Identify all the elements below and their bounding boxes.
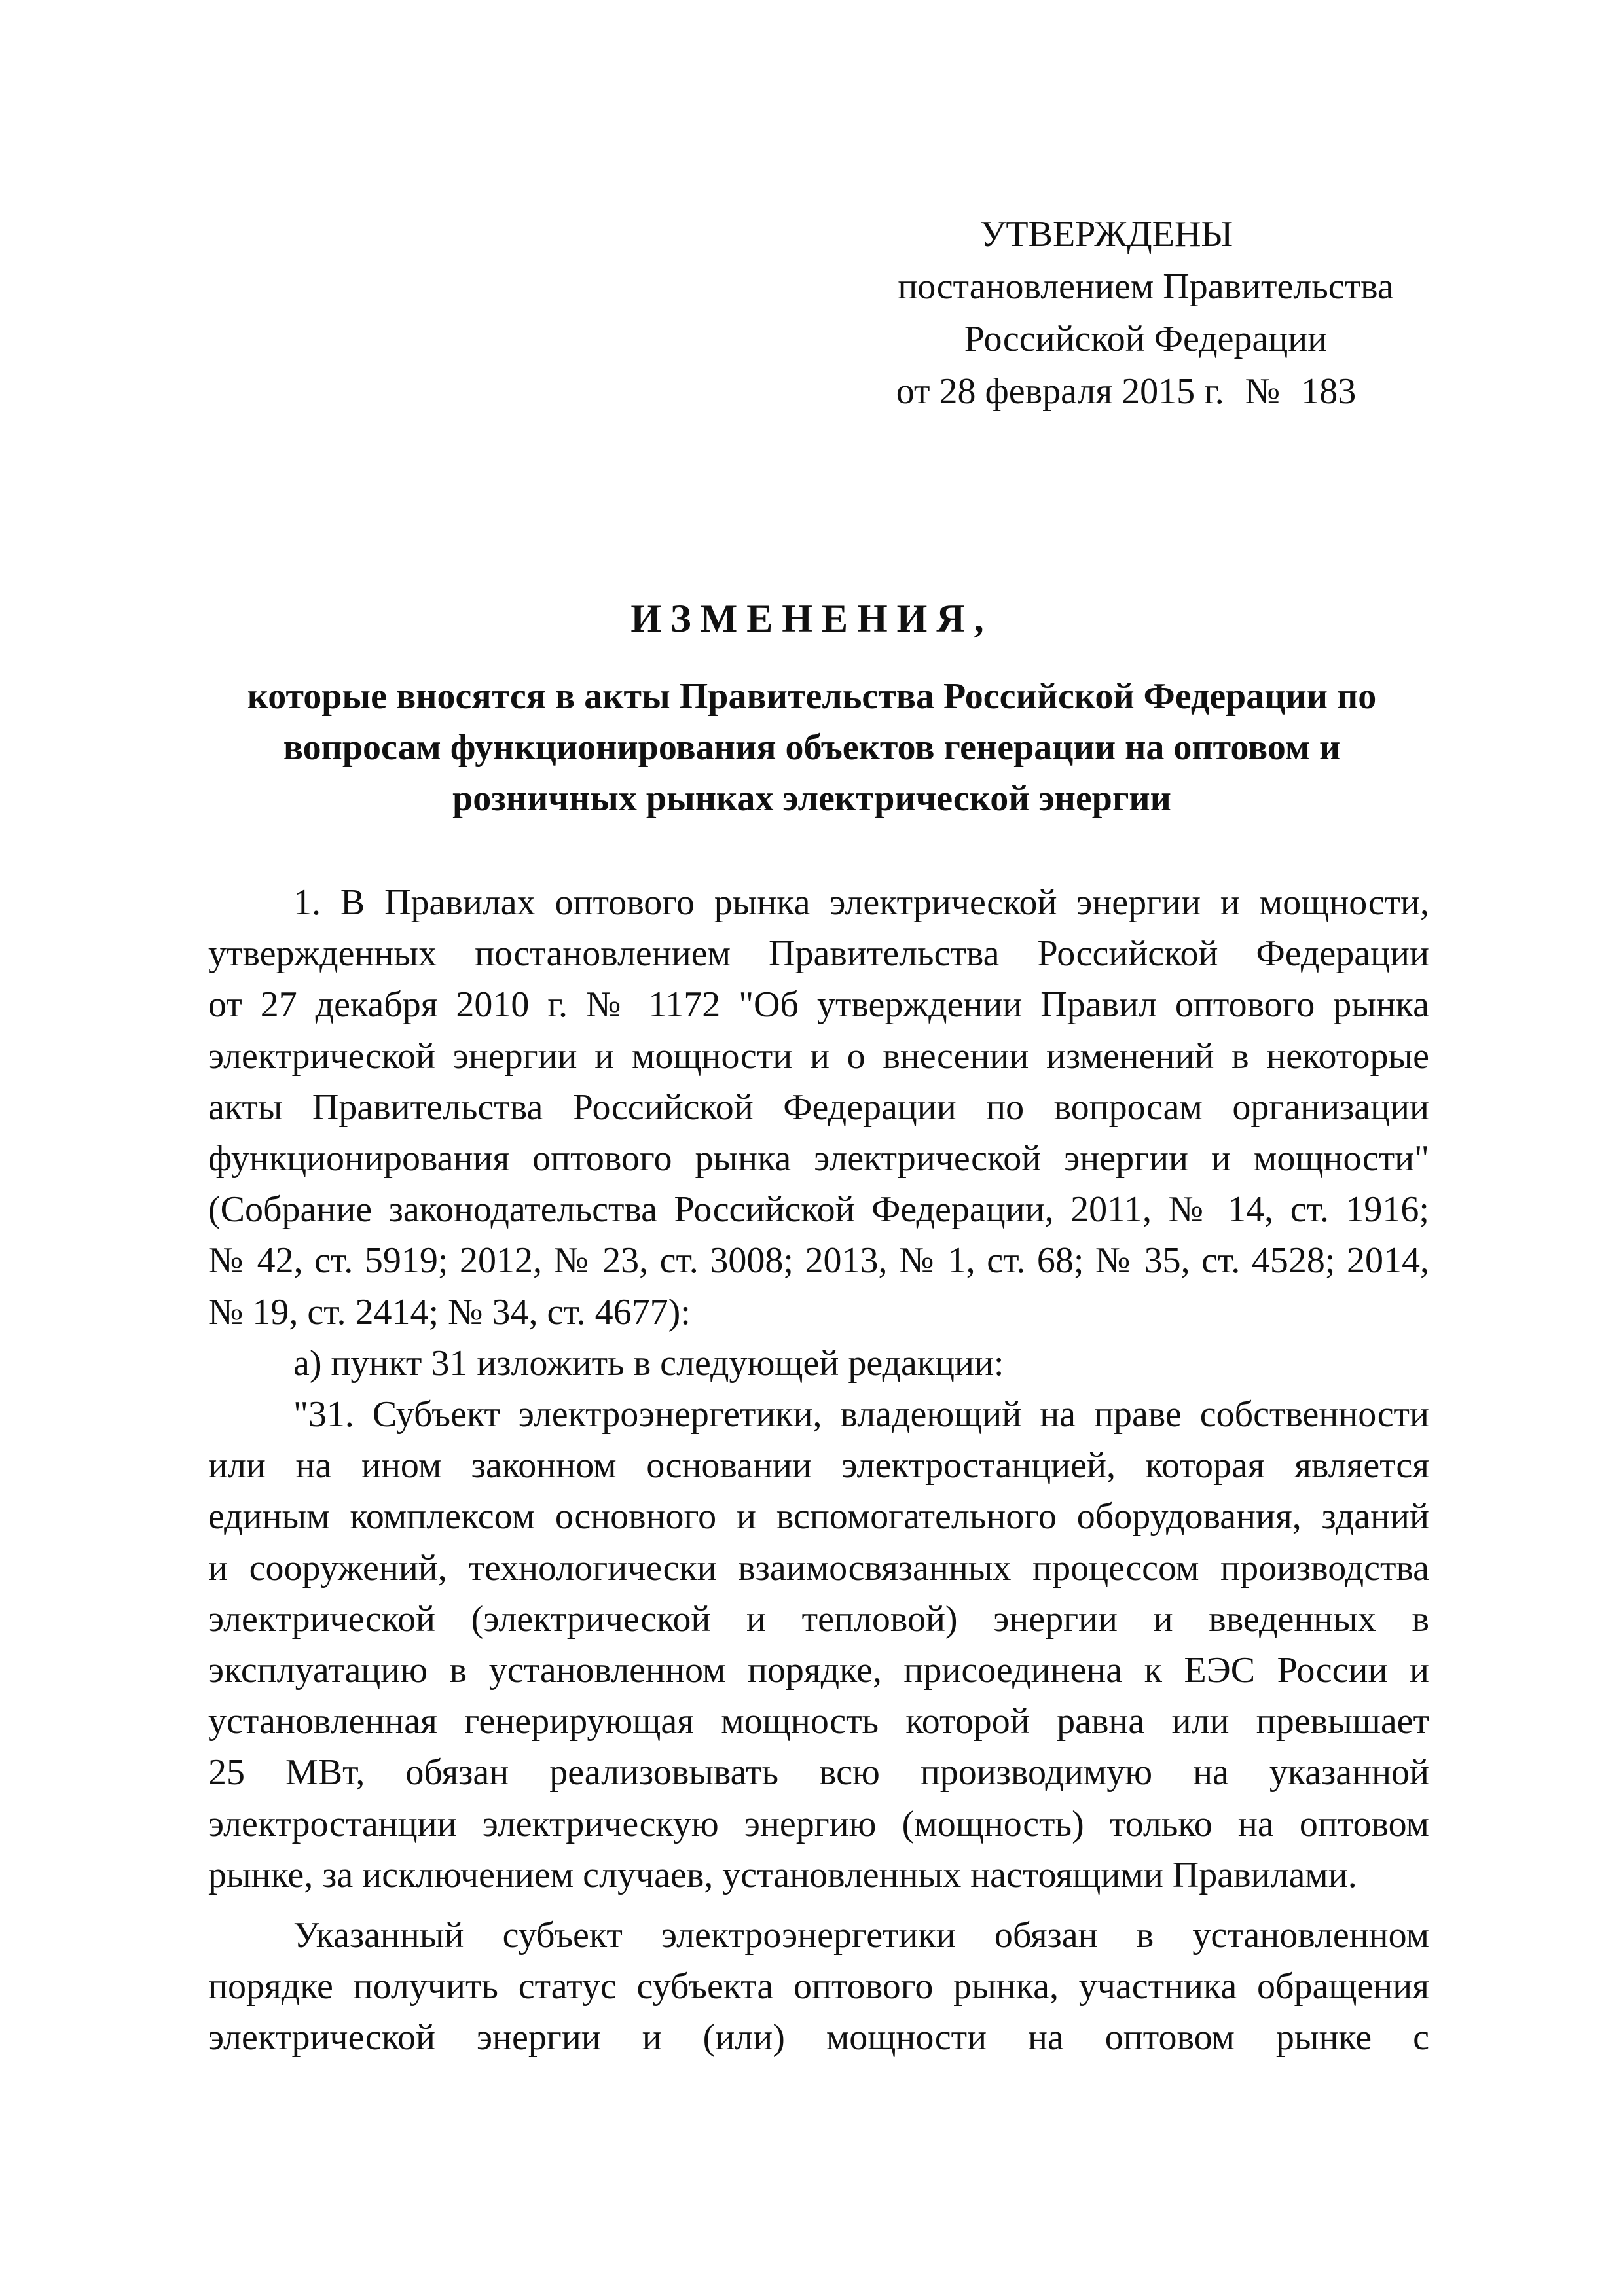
- approval-line-1: постановлением Правительства: [898, 266, 1394, 307]
- paragraph-1-line-2: утвержденных постановлением Правительства Российской Федерации: [208, 933, 1429, 975]
- paragraph-1: [208, 877, 1429, 1338]
- paragraph-31-line-6: эксплуатацию в установленном порядке, присоединена к ЕЭС России и: [208, 1650, 1429, 1691]
- approval-number: 183: [1301, 371, 1357, 412]
- subtitle-line-3: розничных рынках электрической энергии: [452, 778, 1171, 819]
- paragraph-last-line-3: электрической энергии и (или) мощности на оптовом рынке с: [208, 2017, 1429, 2058]
- approval-stamp-block: [851, 208, 1440, 418]
- approval-date-line: [831, 365, 1421, 418]
- paragraph-31-line-5: электрической (электрической и тепловой) энергии и введенных в: [208, 1598, 1429, 1640]
- approval-number-sign: №: [1245, 371, 1281, 412]
- document-title: ИЗМЕНЕНИЯ,: [630, 597, 993, 640]
- document-title-block: [196, 592, 1427, 824]
- paragraph-last-line-2: порядке получить статус субъекта оптового рынка, участника обращения: [208, 1966, 1429, 2007]
- paragraph-31-line-9: электростанции электрическую энергию (мощность) только на оптовом: [208, 1803, 1429, 1844]
- paragraph-31-line-8: 25 МВт, обязан реализовывать всю производимую на указанной: [208, 1752, 1429, 1793]
- paragraph-31-line-3: единым комплексом основного и вспомогательного оборудования, зданий: [208, 1496, 1429, 1537]
- approved-heading: УТВЕРЖДЕНЫ: [979, 214, 1233, 255]
- paragraph-1-line-1: 1. В Правилах оптового рынка электрической энергии и мощности,: [293, 882, 1429, 923]
- paragraph-31-line-1: "31. Субъект электроэнергетики, владеющий на праве собственности: [293, 1394, 1429, 1435]
- paragraph-1-line-4: электрической энергии и мощности и о внесении изменений в некоторые: [208, 1035, 1429, 1077]
- paragraph-1-line-8: № 42, ст. 5919; 2012, № 23, ст. 3008; 2013, № 1, ст. 68; № 35, ст. 4528; 2014,: [208, 1240, 1429, 1282]
- paragraph-1-line-3: от 27 декабря 2010 г. № 1172 "Об утверждении Правил оптового рынка: [208, 984, 1429, 1026]
- paragraph-31-line-4: и сооружений, технологически взаимосвязанных процессом производства: [208, 1547, 1429, 1588]
- paragraph-31: [208, 1389, 1429, 1901]
- paragraph-1-line-9: № 19, ст. 2414; № 34, ст. 4677):: [208, 1291, 691, 1333]
- subtitle-line-1: которые вносятся в акты Правительства Российской Федерации по: [247, 676, 1377, 717]
- paragraph-1-line-5: акты Правительства Российской Федерации по вопросам организации: [208, 1086, 1429, 1128]
- paragraph-31-line-7: установленная генерирующая мощность которой равна или превышает: [208, 1701, 1429, 1742]
- paragraph-31-line-10: рынке, за исключением случаев, установленных настоящими Правилами.: [208, 1854, 1357, 1895]
- paragraph-last: [208, 1910, 1429, 2064]
- subtitle-line-2: вопросам функционирования объектов генерации на оптовом и: [283, 727, 1341, 768]
- approval-date: от 28 февраля 2015 г.: [896, 371, 1224, 412]
- paragraph-gap: [208, 1901, 1429, 1910]
- paragraph-1-line-6: функционирования оптового рынка электрической энергии и мощности": [208, 1138, 1429, 1179]
- approval-line-2: Российской Федерации: [964, 319, 1328, 359]
- item-a: а) пункт 31 изложить в следующей редакции:: [293, 1342, 1004, 1384]
- document-body: [208, 877, 1429, 2064]
- paragraph-last-line-1: Указанный субъект электроэнергетики обязан в установленном: [293, 1915, 1429, 1956]
- paragraph-1-line-7: (Собрание законодательства Российской Федерации, 2011, № 14, ст. 1916;: [208, 1189, 1429, 1230]
- paragraph-31-line-2: или на ином законном основании электростанцией, которая является: [208, 1445, 1429, 1486]
